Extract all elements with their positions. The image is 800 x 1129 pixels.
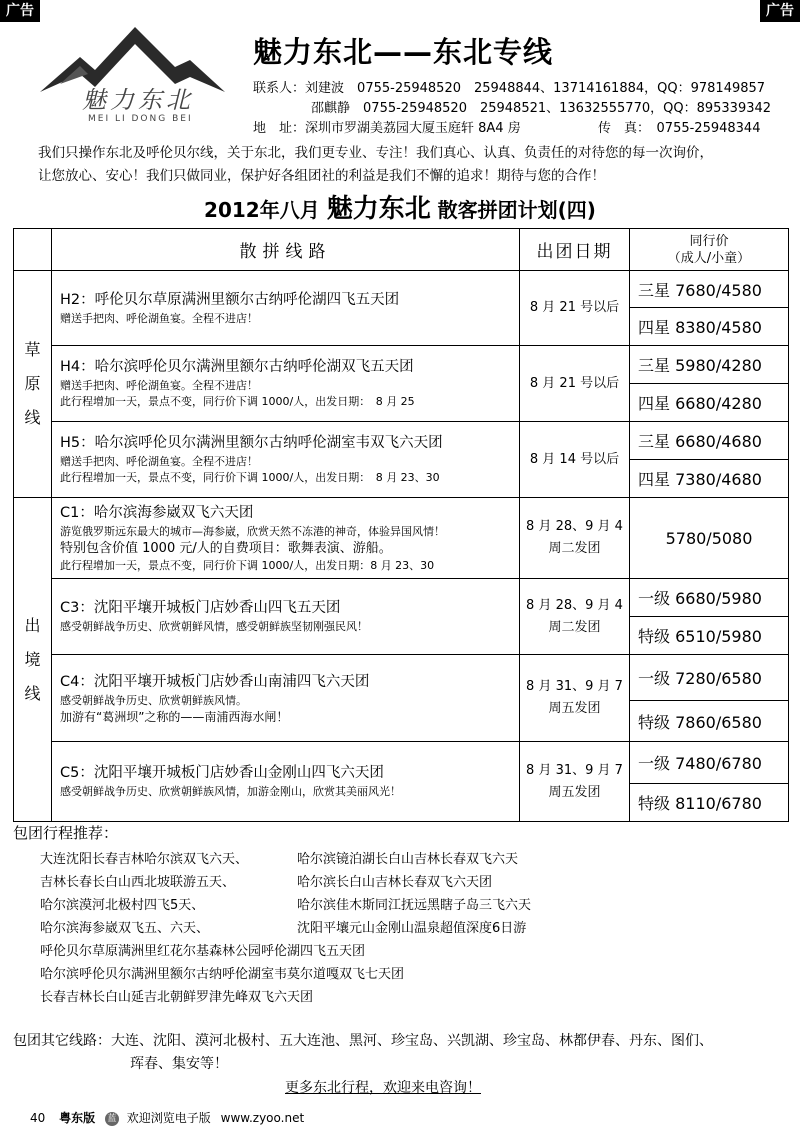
route-c4 <box>52 655 520 742</box>
header-price-line1: 同行价 <box>689 233 729 249</box>
intro-line-1: 我们只操作东北及呼伦贝尔线，关于东北，我们更专业、专注！我们真心、认真、负责任的对待您的每一次询价， <box>38 145 713 161</box>
route-h4 <box>52 346 520 422</box>
recommend-item: 哈尔滨漠河北极村四飞5天、 <box>40 898 205 913</box>
table-row <box>14 655 789 701</box>
price-value: 6510/5980 <box>675 627 762 646</box>
address-label: 地 址： <box>253 121 306 136</box>
route-note: 感受朝鲜战争历史、欣赏朝鲜风情，感受朝鲜族坚韧刚强民风！ <box>60 620 368 633</box>
footer-text: 欢迎浏览电子版 <box>126 1111 211 1125</box>
address-value: 深圳市罗湖美荔园大厦玉庭轩 8A4 房 <box>305 121 521 136</box>
route-date: 8 月 21 号以后 <box>520 346 630 422</box>
price-value: 6680/5980 <box>675 589 762 608</box>
price-cell <box>630 422 789 460</box>
table-row <box>14 422 789 460</box>
section-label-char: 境 <box>24 649 41 669</box>
price-cell <box>630 742 789 784</box>
recommend-item: 吉林长春长白山西北坡联游五天、 <box>40 875 236 890</box>
route-note: 赠送手把肉、呼伦湖鱼宴。全程不进店！ <box>60 379 258 392</box>
section-label-char: 线 <box>24 408 41 427</box>
page-footer <box>30 1109 304 1126</box>
recommend-item: 呼伦贝尔草原满洲里红花尔基森林公园呼伦湖四飞五天团 <box>40 944 366 959</box>
route-date: 8 月 31、9 月 7 周五发团 <box>520 655 630 742</box>
section-label-char: 原 <box>24 374 41 393</box>
route-c1 <box>52 498 520 579</box>
table-row <box>14 579 789 617</box>
route-note: 此行程增加一天，景点不变，同行价下调 1000/人，出发日期： 8 月 23、30 <box>60 471 440 484</box>
price-value: 7680/4580 <box>675 280 762 300</box>
price-level: 一级 <box>638 589 671 608</box>
price-cell <box>630 579 789 617</box>
price-value: 8380/4580 <box>675 318 762 337</box>
price-value: 7280/6580 <box>675 669 762 688</box>
price-level: 特级 <box>638 712 671 732</box>
price-level: 一级 <box>638 669 671 688</box>
price-cell <box>630 655 789 701</box>
price-value: 6680/4280 <box>675 394 762 413</box>
table-header-row <box>14 229 789 271</box>
price-value: 7860/6580 <box>675 712 762 732</box>
price-value: 8110/6780 <box>675 794 762 813</box>
plan-title <box>0 188 800 225</box>
route-note: 赠送手把肉、呼伦湖鱼宴。全程不进店！ <box>60 311 258 325</box>
route-name: H4：哈尔滨呼伦贝尔满洲里额尔古纳呼伦湖双飞五天团 <box>60 359 414 375</box>
price-level: 四星 <box>638 394 671 413</box>
contact-phones: 0755-25948520 25948844、13714161884，QQ：978149857 <box>357 81 766 96</box>
route-note: 此行程增加一天，景点不变，同行价下调 1000/人，出发日期： 8 月 25 <box>60 395 415 408</box>
brand-logo <box>40 22 230 132</box>
route-date: 8 月 31、9 月 7 周五发团 <box>520 742 630 822</box>
route-special: 特别包含价值 1000 元/人的自费项目：歌舞表演、游船。 <box>60 540 392 556</box>
page-number: 40 <box>30 1111 46 1125</box>
route-h2 <box>52 271 520 346</box>
fax-value: 0755-25948344 <box>656 121 761 136</box>
recommend-title: 包团行程推荐： <box>13 824 119 842</box>
footer-site-link[interactable]: www.zyoo.net <box>220 1111 305 1125</box>
header-date: 出团日期 <box>520 229 630 271</box>
route-note: 赠送手把肉、呼伦湖鱼宴。全程不进店！ <box>60 455 258 468</box>
route-h5 <box>52 422 520 498</box>
recommend-item: 哈尔滨呼伦贝尔满洲里额尔古纳呼伦湖室韦莫尔道嘎双飞七天团 <box>40 967 405 982</box>
route-special: 加游有“葛洲坝”之称的——南浦西海水闸！ <box>60 709 289 724</box>
price-level: 特级 <box>638 627 671 646</box>
route-c3 <box>52 579 520 655</box>
brand-title: 魅力东北——东北专线 <box>253 35 554 69</box>
route-name: H5：哈尔滨呼伦贝尔满洲里额尔古纳呼伦湖室韦双飞六天团 <box>60 435 443 451</box>
price-cell <box>630 384 789 422</box>
ad-label-right: 广告 <box>760 0 800 22</box>
price-value: 5980/4280 <box>675 356 762 375</box>
table-row <box>14 271 789 308</box>
price-cell <box>630 701 789 742</box>
contact-name: 邵麒静 <box>311 101 351 116</box>
section-outbound <box>14 498 52 822</box>
recommend-item: 哈尔滨镜泊湖长白山吉林长春双飞六天 <box>297 852 519 867</box>
table-row <box>14 346 789 384</box>
route-name: C3：沈阳平壤开城板门店妙香山四飞五天团 <box>60 600 341 616</box>
ad-label-left: 广告 <box>0 0 40 22</box>
price-cell <box>630 498 789 579</box>
contact-row-2 <box>311 97 771 116</box>
route-name: H2：呼伦贝尔草原满洲里额尔古纳呼伦湖四飞五天团 <box>60 291 400 308</box>
route-name: C4：沈阳平壤开城板门店妙香山南浦四飞六天团 <box>60 673 370 690</box>
header-blank-cell <box>14 229 52 271</box>
table-row <box>14 498 789 579</box>
plan-title-date: 2012年八月 <box>204 198 320 222</box>
address-row <box>253 117 761 136</box>
more-info-note: 更多东北行程，欢迎来电咨询！ <box>285 1080 481 1096</box>
price-level: 四星 <box>638 318 671 337</box>
route-date: 8 月 28、9 月 4 周二发团 <box>520 579 630 655</box>
route-note: 此行程增加一天，景点不变，同行价下调 1000/人，出发日期：8 月 23、30 <box>60 558 435 572</box>
fax-label: 传 真： <box>598 121 644 136</box>
price-cell <box>630 617 789 655</box>
section-label <box>14 333 51 435</box>
other-routes-label: 包团其它线路： <box>13 1033 111 1049</box>
route-note: 感受朝鲜战争历史、欣赏朝鲜族风情。 <box>60 693 247 707</box>
route-name: C5：沈阳平壤开城板门店妙香山金刚山四飞六天团 <box>60 765 384 781</box>
route-note: 感受朝鲜战争历史、欣赏朝鲜族风情，加游金刚山，欣赏其美丽风光！ <box>60 785 401 798</box>
section-label-char: 线 <box>24 683 41 703</box>
edition-badge-icon: 蓝 <box>105 1112 119 1126</box>
price-level: 一级 <box>638 754 671 773</box>
price-value: 5780/5080 <box>665 528 753 548</box>
header-price <box>630 229 789 271</box>
price-level: 三星 <box>638 356 671 375</box>
other-routes-line2: 珲春、集安等！ <box>130 1056 228 1072</box>
contact-name: 刘建波 <box>305 81 345 96</box>
contact-phones: 0755-25948520 25948521、13632555770，QQ：895339342 <box>363 101 772 116</box>
contact-label: 联系人： <box>253 81 306 96</box>
recommend-item: 大连沈阳长春吉林哈尔滨双飞六天、 <box>40 852 249 867</box>
header-route: 散拼线路 <box>52 229 520 271</box>
section-grassland <box>14 271 52 498</box>
route-table <box>13 228 789 822</box>
header-price-line2: （成人/小童） <box>667 250 751 266</box>
price-level: 三星 <box>638 280 671 300</box>
price-cell <box>630 308 789 346</box>
section-label-char: 出 <box>24 615 41 635</box>
plan-title-suffix: 散客拼团计划(四) <box>437 198 596 222</box>
route-date: 8 月 21 号以后 <box>520 271 630 346</box>
intro-line-2: 让您放心、安心！我们只做同业，保护好各组团社的利益是我们不懈的追求！期待与您的合作！ <box>38 168 605 184</box>
price-value: 7380/4680 <box>675 470 762 489</box>
route-date: 8 月 28、9 月 4 周二发团 <box>520 498 630 579</box>
fax <box>598 117 760 136</box>
section-label-char: 草 <box>24 340 41 359</box>
price-value: 6680/4680 <box>675 432 762 451</box>
price-cell <box>630 346 789 384</box>
logo-text: 魅力东北 <box>82 86 194 114</box>
section-label <box>14 609 51 711</box>
price-cell <box>630 271 789 308</box>
price-level: 特级 <box>638 794 671 813</box>
route-note: 游览俄罗斯远东最大的城市—海参崴，欣赏天然不冻港的神奇，体验异国风情！ <box>60 524 445 538</box>
table-row <box>14 742 789 784</box>
recommend-item: 沈阳平壤元山金刚山温泉超值深度6日游 <box>297 921 527 936</box>
logo-pinyin: MEI LI DONG BEI <box>88 114 193 124</box>
price-level: 三星 <box>638 432 671 451</box>
plan-title-brand: 魅力东北 <box>326 194 431 224</box>
contact-row-1 <box>253 77 765 96</box>
recommend-item: 哈尔滨长白山吉林长春双飞六天团 <box>297 875 493 890</box>
recommend-item: 哈尔滨海参崴双飞五、六天、 <box>40 921 210 936</box>
edition-label: 粤东版 <box>59 1111 96 1125</box>
other-routes <box>13 1030 713 1050</box>
price-cell <box>630 460 789 498</box>
price-value: 7480/6780 <box>675 754 762 773</box>
recommend-item: 长春吉林长白山延吉北朝鲜罗津先峰双飞六天团 <box>40 990 314 1005</box>
route-name: C1：哈尔滨海参崴双飞六天团 <box>60 504 254 521</box>
other-routes-line1: 大连、沈阳、漠河北极村、五大连池、黑河、珍宝岛、兴凯湖、珍宝岛、林都伊春、丹东、图们、 <box>111 1033 713 1049</box>
route-c5 <box>52 742 520 822</box>
price-cell <box>630 784 789 822</box>
recommend-item: 哈尔滨佳木斯同江抚远黑瞎子岛三飞六天 <box>297 898 532 913</box>
route-date: 8 月 14 号以后 <box>520 422 630 498</box>
price-level: 四星 <box>638 470 671 489</box>
